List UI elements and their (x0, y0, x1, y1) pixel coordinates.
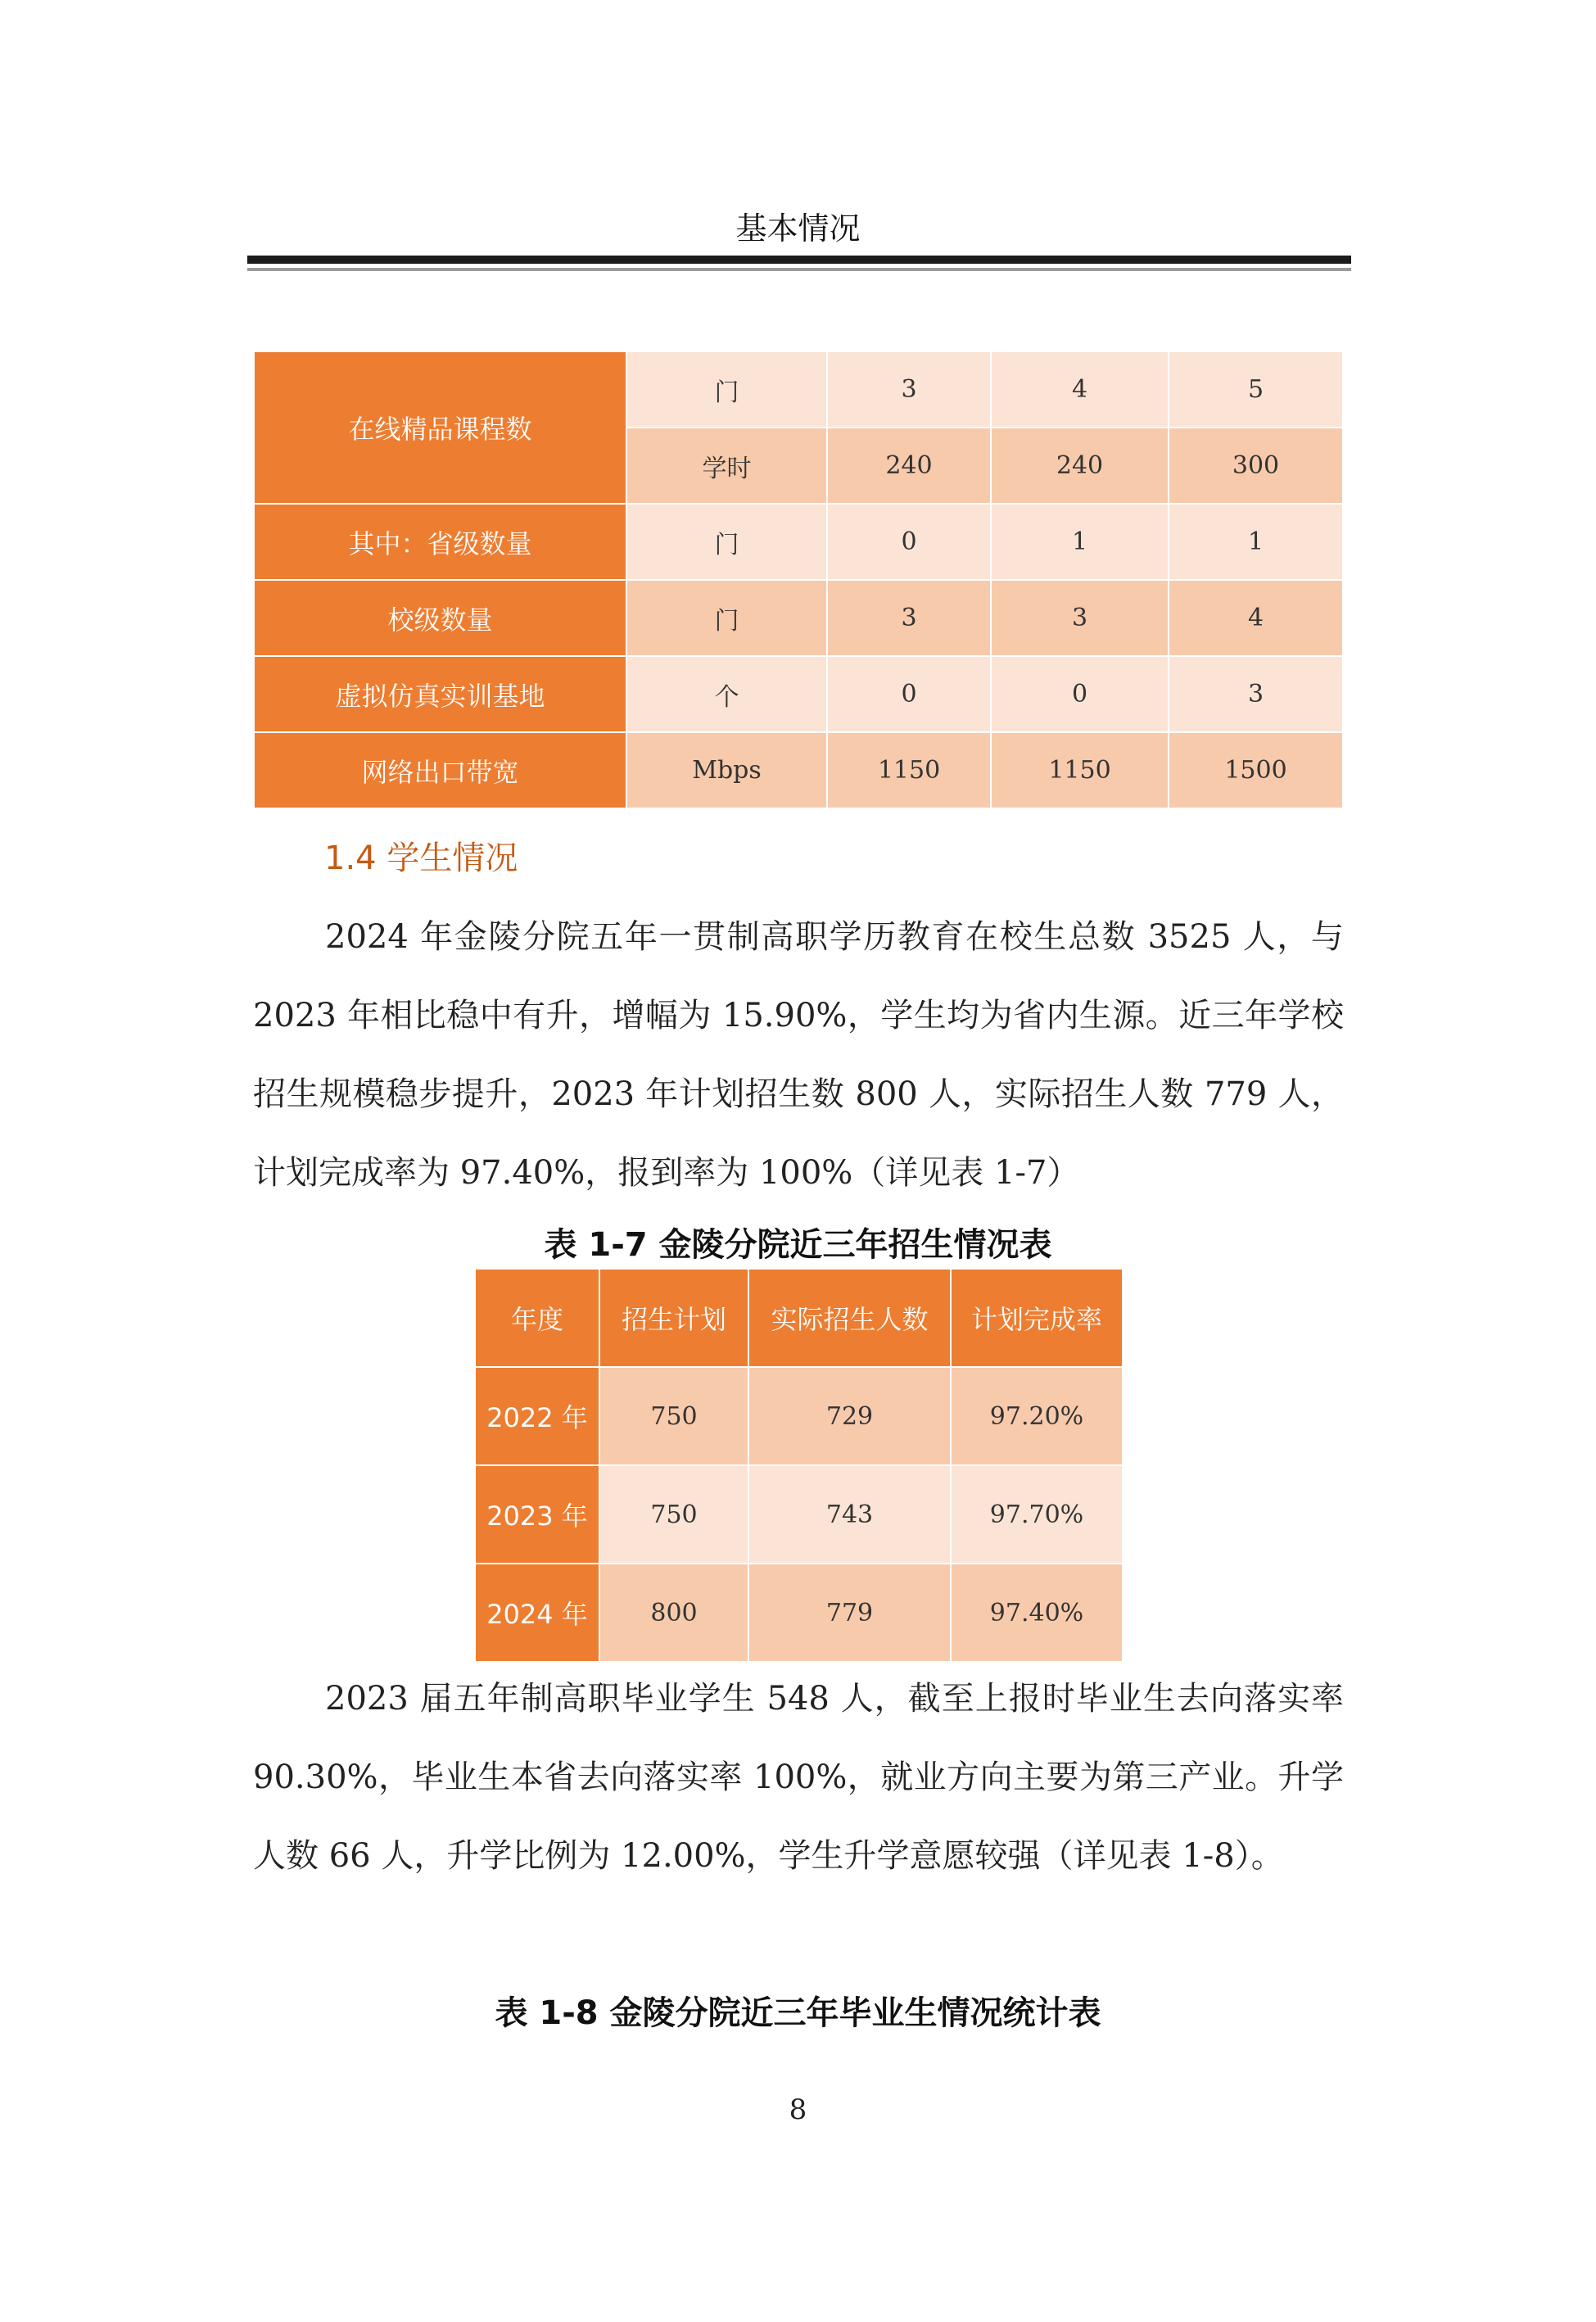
header-title: 基本情况 (735, 210, 861, 247)
row-label: 校级数量 (254, 580, 626, 656)
value-cell: 729 (748, 1367, 951, 1465)
table-row (475, 1465, 1123, 1564)
value-cell: 3 (827, 351, 991, 428)
section-heading: 1.4 学生情况 (324, 840, 518, 877)
enrollment-table (474, 1268, 1124, 1663)
unit-cell: Mbps (626, 732, 827, 808)
value-cell: 1150 (991, 732, 1169, 808)
table-row (254, 580, 1343, 656)
table-row (254, 351, 1343, 428)
value-cell: 300 (1169, 428, 1343, 504)
column-header: 年度 (475, 1269, 599, 1367)
value-cell: 750 (599, 1367, 748, 1465)
page-number: 8 (789, 2093, 807, 2126)
header-rule-thin (247, 268, 1351, 271)
table-row (254, 504, 1343, 580)
table-row (254, 656, 1343, 732)
infrastructure-table (253, 351, 1344, 809)
column-header: 计划完成率 (951, 1269, 1123, 1367)
value-cell: 3 (827, 580, 991, 656)
row-label: 虚拟仿真实训基地 (254, 656, 626, 732)
column-header: 招生计划 (599, 1269, 748, 1367)
value-cell: 743 (748, 1465, 951, 1564)
header-rule (247, 256, 1351, 264)
table-caption: 表 1-7 金陵分院近三年招生情况表 (544, 1226, 1052, 1264)
value-cell: 4 (991, 351, 1169, 428)
unit-cell: 学时 (626, 428, 827, 504)
year-cell: 2024 年 (475, 1564, 599, 1662)
value-cell: 1150 (827, 732, 991, 808)
body-paragraph: 2023 届五年制高职毕业学生 548 人，截至上报时毕业生去向落实率 90.30%，毕业生本省去向落实率 100%，就业方向主要为第三产业。升学人数 66 人，升学比例为 12.00%，学生升学意愿较强（详见表 1-8）。 (253, 1680, 1344, 1875)
year-cell: 2022 年 (475, 1367, 599, 1465)
value-cell: 0 (827, 656, 991, 732)
value-cell: 5 (1169, 351, 1343, 428)
value-cell: 0 (991, 656, 1169, 732)
value-cell: 779 (748, 1564, 951, 1662)
table-header-row (475, 1269, 1123, 1367)
table-row (254, 732, 1343, 808)
value-cell: 800 (599, 1564, 748, 1662)
value-cell: 97.40% (951, 1564, 1123, 1662)
body-paragraph: 2024 年金陵分院五年一贯制高职学历教育在校生总数 3525 人，与 2023 年相比稳中有升，增幅为 15.90%，学生均为省内生源。近三年学校招生规模稳步提升，2023 年计划招生数 800 人，实际招生人数 779 人，计划完成率为 97.40%，报到率为 100%（详见表 1-7） (253, 918, 1344, 1192)
value-cell: 1 (991, 504, 1169, 580)
value-cell: 3 (1169, 656, 1343, 732)
table-row (475, 1564, 1123, 1662)
value-cell: 1 (1169, 504, 1343, 580)
year-cell: 2023 年 (475, 1465, 599, 1564)
row-label: 其中：省级数量 (254, 504, 626, 580)
value-cell: 1500 (1169, 732, 1343, 808)
unit-cell: 门 (626, 504, 827, 580)
column-header: 实际招生人数 (748, 1269, 951, 1367)
value-cell: 240 (991, 428, 1169, 504)
value-cell: 0 (827, 504, 991, 580)
table-caption: 表 1-8 金陵分院近三年毕业生情况统计表 (495, 1994, 1101, 2032)
value-cell: 97.20% (951, 1367, 1123, 1465)
unit-cell: 门 (626, 580, 827, 656)
unit-cell: 门 (626, 351, 827, 428)
row-label: 在线精品课程数 (254, 351, 626, 504)
value-cell: 240 (827, 428, 991, 504)
row-label: 网络出口带宽 (254, 732, 626, 808)
value-cell: 4 (1169, 580, 1343, 656)
table-row (475, 1367, 1123, 1465)
unit-cell: 个 (626, 656, 827, 732)
value-cell: 3 (991, 580, 1169, 656)
value-cell: 97.70% (951, 1465, 1123, 1564)
value-cell: 750 (599, 1465, 748, 1564)
